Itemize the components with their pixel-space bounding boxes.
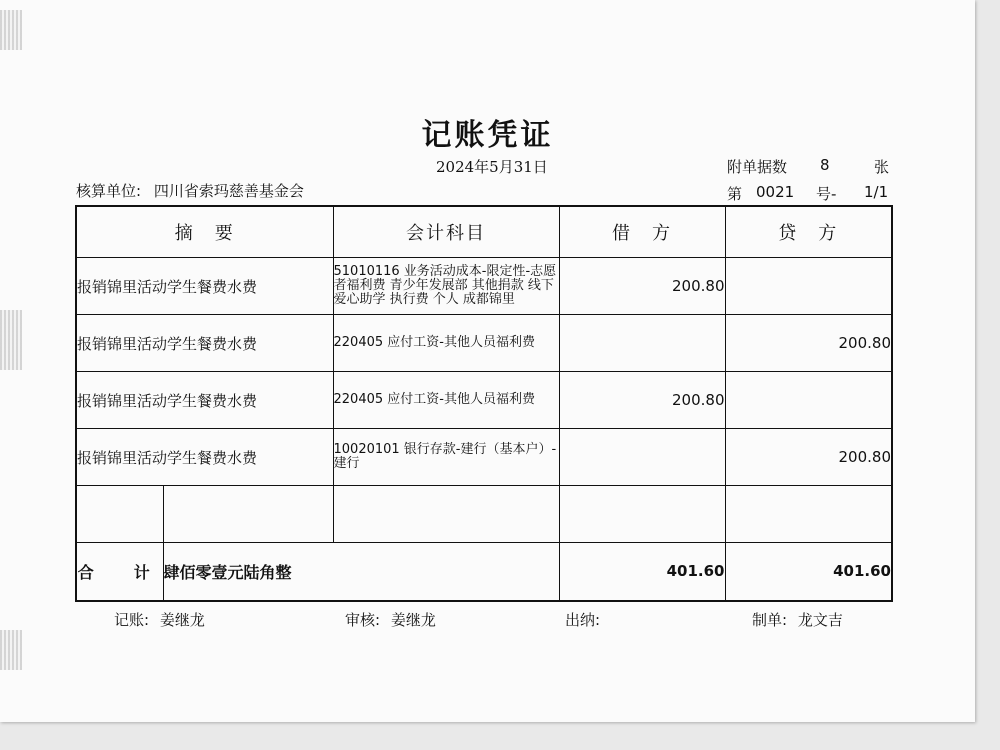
attachment-label: 附单据数 bbox=[727, 158, 788, 176]
col-credit: 贷 方 bbox=[725, 206, 892, 258]
voucher-date: 2024年5月31日 bbox=[436, 158, 548, 176]
row-credit: 200.80 bbox=[725, 315, 892, 372]
total-debit: 401.60 bbox=[559, 543, 725, 601]
table-row bbox=[76, 429, 892, 486]
voucher-table bbox=[75, 205, 893, 602]
row-summary: 报销锦里活动学生餐费水费 bbox=[76, 372, 333, 429]
voucher-suffix: 号- bbox=[816, 185, 837, 203]
empty-cell bbox=[76, 486, 163, 543]
reviewer-name: 姜继龙 bbox=[390, 611, 436, 629]
accounting-unit bbox=[76, 180, 304, 201]
row-account: 10020101 银行存款-建行（基本户）-建行 bbox=[333, 429, 559, 486]
unit-label: 核算单位: bbox=[76, 182, 142, 200]
maker-label: 制单: bbox=[752, 611, 788, 629]
empty-row bbox=[76, 486, 892, 543]
col-summary: 摘 要 bbox=[76, 206, 333, 258]
voucher-title: 记账凭证 bbox=[421, 118, 554, 153]
row-credit: 200.80 bbox=[725, 429, 892, 486]
table-header-row bbox=[76, 206, 892, 258]
reviewer-label: 审核: bbox=[345, 611, 381, 629]
row-account: 220405 应付工资-其他人员福利费 bbox=[333, 315, 559, 372]
cashier-label: 出纳: bbox=[565, 611, 601, 629]
total-amount-words: 肆佰零壹元陆角整 bbox=[163, 543, 559, 601]
col-debit: 借 方 bbox=[559, 206, 725, 258]
scan-artifact bbox=[0, 10, 22, 50]
scan-artifact bbox=[0, 630, 22, 670]
empty-cell bbox=[559, 486, 725, 543]
row-credit bbox=[725, 372, 892, 429]
row-debit: 200.80 bbox=[559, 258, 725, 315]
row-debit: 200.80 bbox=[559, 372, 725, 429]
empty-cell bbox=[163, 486, 333, 543]
bookkeeper-name: 姜继龙 bbox=[159, 611, 205, 629]
row-debit bbox=[559, 315, 725, 372]
footer-maker bbox=[752, 609, 843, 630]
row-credit bbox=[725, 258, 892, 315]
empty-cell bbox=[333, 486, 559, 543]
total-credit: 401.60 bbox=[725, 543, 892, 601]
table-row bbox=[76, 372, 892, 429]
maker-name: 龙文吉 bbox=[797, 611, 843, 629]
unit-name: 四川省索玛慈善基金会 bbox=[153, 182, 304, 200]
table-row bbox=[76, 258, 892, 315]
table-row bbox=[76, 315, 892, 372]
row-summary: 报销锦里活动学生餐费水费 bbox=[76, 258, 333, 315]
row-account: 51010116 业务活动成本-限定性-志愿者福利费 青少年发展部 其他捐款 线下爱心助学 执行费 个人 成都锦里 bbox=[333, 258, 559, 315]
bookkeeper-label: 记账: bbox=[114, 611, 150, 629]
attachment-unit: 张 bbox=[874, 158, 890, 176]
row-summary: 报销锦里活动学生餐费水费 bbox=[76, 315, 333, 372]
scan-artifact bbox=[0, 310, 22, 370]
voucher-page: 1/1 bbox=[864, 183, 889, 201]
total-row bbox=[76, 543, 892, 601]
empty-cell bbox=[725, 486, 892, 543]
total-label: 合 计 bbox=[76, 543, 163, 601]
row-account: 220405 应付工资-其他人员福利费 bbox=[333, 372, 559, 429]
row-debit bbox=[559, 429, 725, 486]
footer-bookkeeper bbox=[114, 609, 205, 630]
attachment-count: 8 bbox=[820, 156, 830, 174]
voucher-prefix: 第 bbox=[727, 185, 743, 203]
footer-reviewer bbox=[345, 609, 436, 630]
col-account: 会计科目 bbox=[333, 206, 559, 258]
row-summary: 报销锦里活动学生餐费水费 bbox=[76, 429, 333, 486]
footer-cashier bbox=[565, 609, 606, 630]
voucher-number: 0021 bbox=[756, 183, 795, 201]
